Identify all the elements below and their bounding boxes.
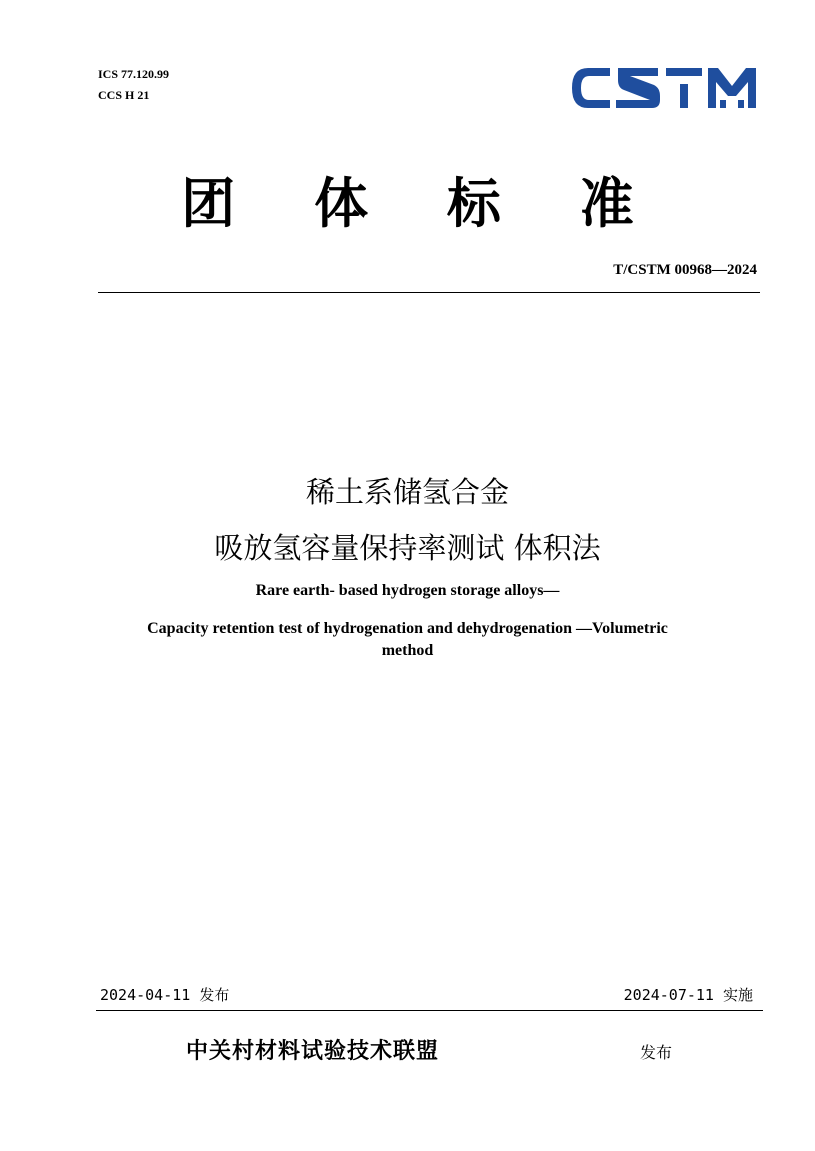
publisher-name: 中关村材料试验技术联盟 (186, 1038, 440, 1064)
title-chinese-line-1: 稀土系储氢合金 (305, 475, 509, 509)
cstm-logo-graphic (566, 60, 758, 116)
standard-number: T/CSTM 00968—2024 (613, 262, 757, 278)
ics-code: ICS 77.120.99 (98, 67, 170, 81)
standard-type-heading: 团 体 标 准 (181, 171, 664, 235)
publisher-suffix: 发布 (640, 1043, 673, 1062)
title-chinese-line-2: 吸放氢容量保持率测试 体积法 (214, 531, 601, 565)
title-english-line-3: method (381, 642, 434, 659)
top-divider (98, 292, 760, 293)
classification-codes (98, 64, 169, 106)
ccs-code: CCS H 21 (98, 88, 150, 102)
title-english-line-1: Rare earth- based hydrogen storage alloys— (255, 582, 560, 599)
title-english-line-2: Capacity retention test of hydrogenation and dehydrogenation —Volumetric (147, 620, 668, 637)
implementation-date: 2024-07-11 实施 (623, 986, 753, 1004)
bottom-divider (96, 1010, 763, 1011)
issue-date: 2024-04-11 发布 (100, 986, 230, 1004)
cstm-logo (566, 60, 758, 116)
